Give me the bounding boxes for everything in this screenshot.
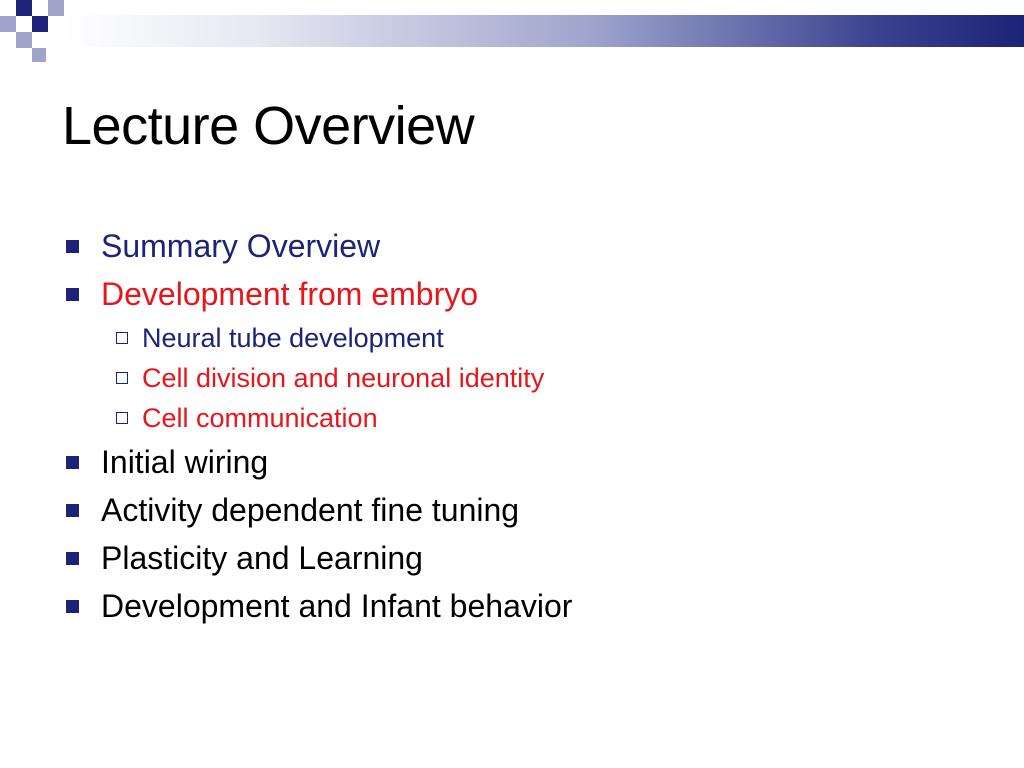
header-gradient-bar <box>64 15 1024 47</box>
square-bullet-icon <box>66 456 79 469</box>
bullet-item <box>66 438 572 486</box>
slide-title: Lecture Overview <box>62 96 475 156</box>
hollow-square-bullet-icon <box>116 412 128 424</box>
bullet-item <box>66 486 572 534</box>
bullet-text: Plasticity and Learning <box>101 539 423 576</box>
corner-square <box>16 32 32 48</box>
bullet-item <box>66 534 572 582</box>
bullet-text: Activity dependent fine tuning <box>101 491 520 528</box>
sub-bullet-text: Cell division and neuronal identity <box>142 362 545 393</box>
square-bullet-icon <box>66 552 79 565</box>
corner-square <box>0 16 16 32</box>
square-bullet-icon <box>66 600 79 613</box>
hollow-square-bullet-icon <box>116 332 128 344</box>
sub-bullet-text: Cell communication <box>142 402 378 433</box>
bullet-item <box>66 222 572 270</box>
corner-square <box>32 16 48 32</box>
bullet-text: Development and Infant behavior <box>101 587 573 624</box>
bullet-item <box>66 582 572 630</box>
bullet-item <box>66 270 572 318</box>
square-bullet-icon <box>66 240 79 253</box>
square-bullet-icon <box>66 288 79 301</box>
bullet-text: Summary Overview <box>101 227 381 264</box>
corner-square <box>32 48 46 62</box>
sub-bullet-item <box>66 398 572 438</box>
bullet-list <box>66 222 572 630</box>
sub-bullet-item <box>66 318 572 358</box>
corner-square <box>48 0 64 16</box>
bullet-text: Initial wiring <box>101 443 269 480</box>
square-bullet-icon <box>66 504 79 517</box>
bullet-text: Development from embryo <box>101 275 479 312</box>
hollow-square-bullet-icon <box>116 372 128 384</box>
sub-bullet-text: Neural tube development <box>142 322 444 353</box>
sub-bullet-item <box>66 358 572 398</box>
corner-square <box>16 0 32 16</box>
